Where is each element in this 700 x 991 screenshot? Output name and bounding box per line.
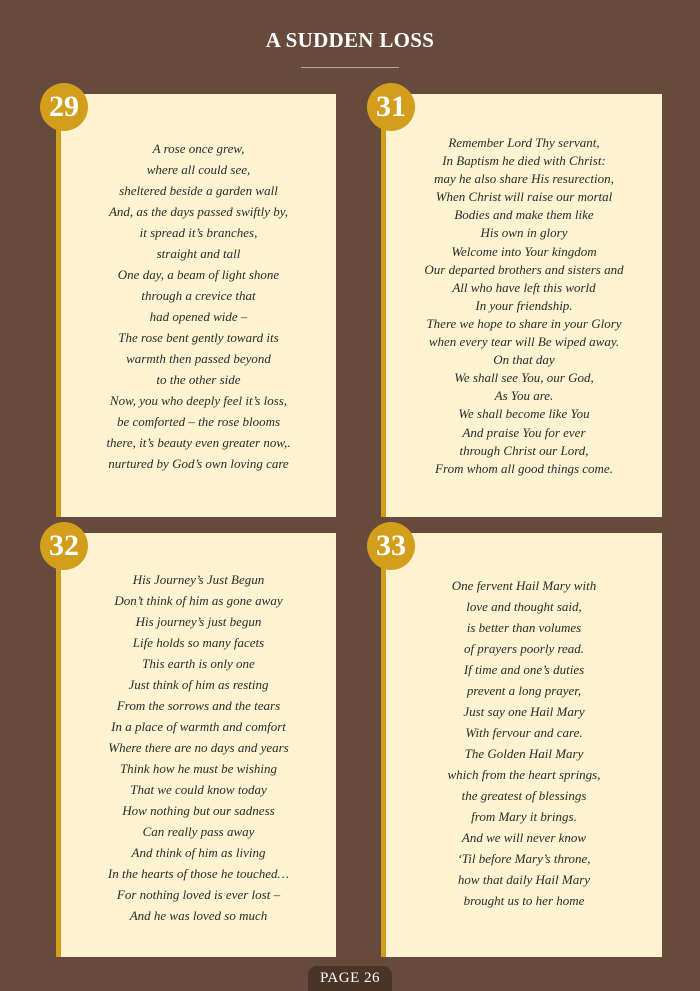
poem-line: sheltered beside a garden wall xyxy=(119,183,278,198)
poem-line: And he was loved so much xyxy=(129,908,268,923)
poem-line: prevent a long prayer, xyxy=(466,683,582,698)
poem-line: may he also share His resurection, xyxy=(434,171,614,187)
poem-line: On that day xyxy=(493,352,555,368)
poem-line: This earth is only one xyxy=(142,656,255,671)
poem-line: Remember Lord Thy servant, xyxy=(448,135,600,150)
poem-line: One fervent Hail Mary with xyxy=(451,578,597,593)
poem-line: Can really pass away xyxy=(142,824,255,839)
poem-line: through Christ our Lord, xyxy=(459,442,589,458)
poem-line: through a crevice that xyxy=(141,288,256,303)
poem-line: straight and tall xyxy=(156,246,241,261)
poem-line: There we hope to share in your Glory xyxy=(426,315,622,331)
poem-line: when every tear will Be wiped away. xyxy=(428,334,620,350)
poem-card-33 xyxy=(381,533,662,957)
poem-line: the greatest of blessings xyxy=(461,788,587,803)
poem-line: His journey’s just begun xyxy=(135,614,262,629)
poem-line: The Golden Hail Mary xyxy=(464,746,584,761)
poem-line: of prayers poorly read. xyxy=(463,641,585,656)
poem-line: In your friendship. xyxy=(475,297,573,313)
title-divider xyxy=(301,67,399,68)
poem-number-badge: 29 xyxy=(40,83,88,131)
poem-line: In a place of warmth and comfort xyxy=(111,719,286,734)
poem-text xyxy=(61,138,336,474)
poem-card-31 xyxy=(381,94,662,517)
poem-line: how that daily Hail Mary xyxy=(457,872,591,887)
poem-line: A rose once grew, xyxy=(152,141,245,156)
page-title: A SUDDEN LOSS xyxy=(265,28,435,52)
poem-line: to the other side xyxy=(156,372,241,387)
poem-line: In Baptism he died with Christ: xyxy=(442,153,606,169)
poem-line: where all could see, xyxy=(146,162,251,177)
poem-line: From whom all good things come. xyxy=(435,460,613,476)
poem-line: from Mary it brings. xyxy=(471,809,577,824)
poem-line: With fervour and care. xyxy=(465,725,583,740)
poem-line: Our departed brothers and sisters and xyxy=(424,261,624,277)
poem-line: Now, you who deeply feel it’s loss, xyxy=(109,393,288,408)
poem-line: had opened wide – xyxy=(149,309,248,324)
poem-line: it spread it’s branches, xyxy=(139,225,258,240)
poem-card-29 xyxy=(56,94,336,517)
poem-line: Where there are no days and years xyxy=(108,740,289,755)
poem-line: If time and one’s duties xyxy=(463,662,585,677)
poem-line: Life holds so many facets xyxy=(132,635,265,650)
poem-line: We shall become like You xyxy=(458,406,590,422)
poem-line: brought us to her home xyxy=(463,893,585,908)
poem-line: One day, a beam of light shone xyxy=(117,267,280,282)
poem-line: And think of him as living xyxy=(131,845,266,860)
poem-line: And we will never know xyxy=(461,830,587,845)
poem-line: nurtured by God’s own loving care xyxy=(108,456,289,471)
poem-line: From the sorrows and the tears xyxy=(116,698,281,713)
poem-card-32 xyxy=(56,533,336,957)
poem-line: Don’t think of him as gone away xyxy=(114,593,283,608)
poem-line: His own in glory xyxy=(480,225,568,241)
poem-line: As You are. xyxy=(494,388,554,404)
poem-text xyxy=(386,575,662,911)
poem-line: there, it’s beauty even greater now,. xyxy=(106,435,291,450)
poem-line: be comforted – the rose blooms xyxy=(116,414,281,429)
poem-text xyxy=(386,134,662,478)
poem-line: When Christ will raise our mortal xyxy=(435,189,613,205)
poem-line: For nothing loved is ever lost – xyxy=(116,887,281,902)
poem-line: Just think of him as resting xyxy=(128,677,269,692)
poem-text xyxy=(61,569,336,926)
poem-line: We shall see You, our God, xyxy=(454,370,594,386)
poem-number-badge: 31 xyxy=(367,83,415,131)
poem-line: And, as the days passed swiftly by, xyxy=(108,204,289,219)
poem-line: love and thought said, xyxy=(466,599,582,614)
poem-line: In the hearts of those he touched… xyxy=(107,866,290,881)
poem-line: Bodies and make them like xyxy=(454,207,594,223)
page-number-tab: PAGE 26 xyxy=(308,966,392,991)
poem-line: That we could know today xyxy=(130,782,267,797)
poem-line: Just say one Hail Mary xyxy=(463,704,585,719)
poem-line: which from the heart springs, xyxy=(447,767,601,782)
poem-line: And praise You for ever xyxy=(462,424,586,440)
poem-line: ‘Til before Mary’s throne, xyxy=(457,851,591,866)
poem-line: Welcome into Your kingdom xyxy=(451,243,597,259)
poem-line: warmth then passed beyond xyxy=(126,351,271,366)
poem-line: How nothing but our sadness xyxy=(122,803,275,818)
poem-line: His Journey’s Just Begun xyxy=(132,572,265,587)
poem-line: The rose bent gently toward its xyxy=(118,330,279,345)
poem-line: is better than volumes xyxy=(466,620,582,635)
poem-line: Think how he must be wishing xyxy=(119,761,278,776)
poem-number-badge: 32 xyxy=(40,522,88,570)
poem-number-badge: 33 xyxy=(367,522,415,570)
poem-line: All who have left this world xyxy=(452,279,596,295)
